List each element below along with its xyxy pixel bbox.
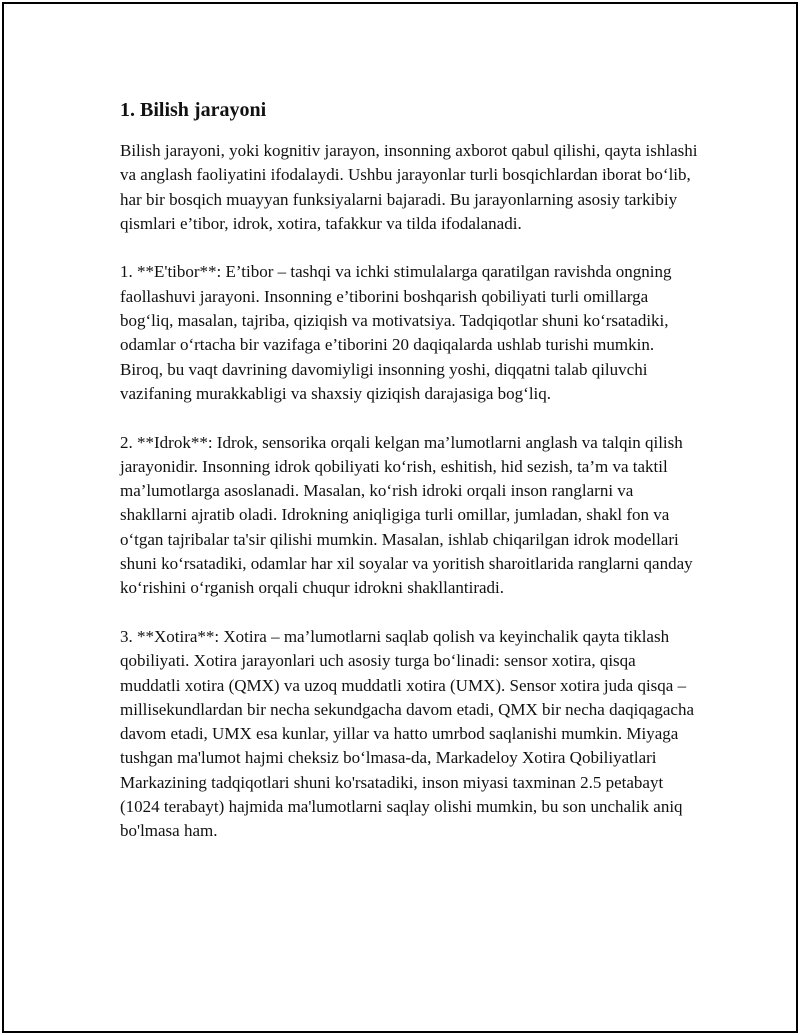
section-title: 1. Bilish jarayoni (120, 99, 267, 121)
paragraph-idrok: 2. **Idrok**: Idrok, sensorika orqali kelgan ma’lumotlarni anglash va talqin qilish jarayonidir. Insonning idrok qobiliyati ko‘rish, eshitish, hid sezish, ta’m va taktil ma’lumotlarga asoslanadi. Masalan, ko‘rish idroki orqali inson ranglarni va shakllarni ajratib oladi. Idrokning aniqligiga turli omillar, jumladan, shakl fon va o‘tgan tajribalar ta'sir qilishi mumkin. Masalan, ishlab chiqarilgan idrok modellari shuni ko‘rsatadiki, odamlar har xil soyalar va yoritish sharoitlarida ranglarni qanday ko‘rishini o‘rganish orqali chuqur idrokni shakllantiradi. (120, 432, 693, 598)
page-frame (2, 2, 798, 1033)
paragraph-etibor: 1. **E'tibor**: E’tibor – tashqi va ichki stimulalarga qaratilgan ravishda ongning faollashuvi jarayoni. Insonning e’tiborini boshqarish qobiliyati turli omillarga bog‘liq, masalan, tajriba, qiziqish va motivatsiya. Tadqiqotlar shuni ko‘rsatadiki, odamlar o‘rtacha bir vazifaga e’tiborini 20 daqiqalarda ushlab turishi mumkin. Biroq, bu vaqt davrining davomiyligi insonning yoshi, diqqatni talab qiluvchi vazifaning murakkabligi va shaxsiy qiziqish darajasiga bog‘liq. (120, 262, 672, 403)
document-body (120, 95, 700, 868)
paragraph-intro: Bilish jarayoni, yoki kognitiv jarayon, insonning axborot qabul qilishi, qayta ishlashi va anglash faoliyatini ifodalaydi. Ushbu jarayonlar turli bosqichlardan iborat bo‘lib, har bir bosqich muayyan funksiyalarni bajaradi. Bu jarayonlarning asosiy tarkibiy qismlari e’tibor, idrok, xotira, tafakkur va tilda ifodalanadi. (120, 141, 698, 233)
paragraph-xotira: 3. **Xotira**: Xotira – ma’lumotlarni saqlab qolish va keyinchalik qayta tiklash qobiliyati. Xotira jarayonlari uch asosiy turga bo‘linadi: sensor xotira, qisqa muddatli xotira (QMX) va uzoq muddatli xotira (UMX). Sensor xotira juda qisqa – millisekundlardan bir necha sekundgacha davom etadi, QMX bir necha daqiqagacha davom etadi, UMX esa kunlar, yillar va hatto umrbod saqlanishi mumkin. Miyaga tushgan ma'lumot hajmi cheksiz bo‘lmasa-da, Markadeloy Xotira Qobiliyatlari Markazining tadqiqotlari shuni ko'rsatadiki, inson miyasi taxminan 2.5 petabayt (1024 terabayt) hajmida ma'lumotlarni saqlay olishi mumkin, bu son unchalik aniq bo'lmasa ham. (120, 626, 695, 841)
